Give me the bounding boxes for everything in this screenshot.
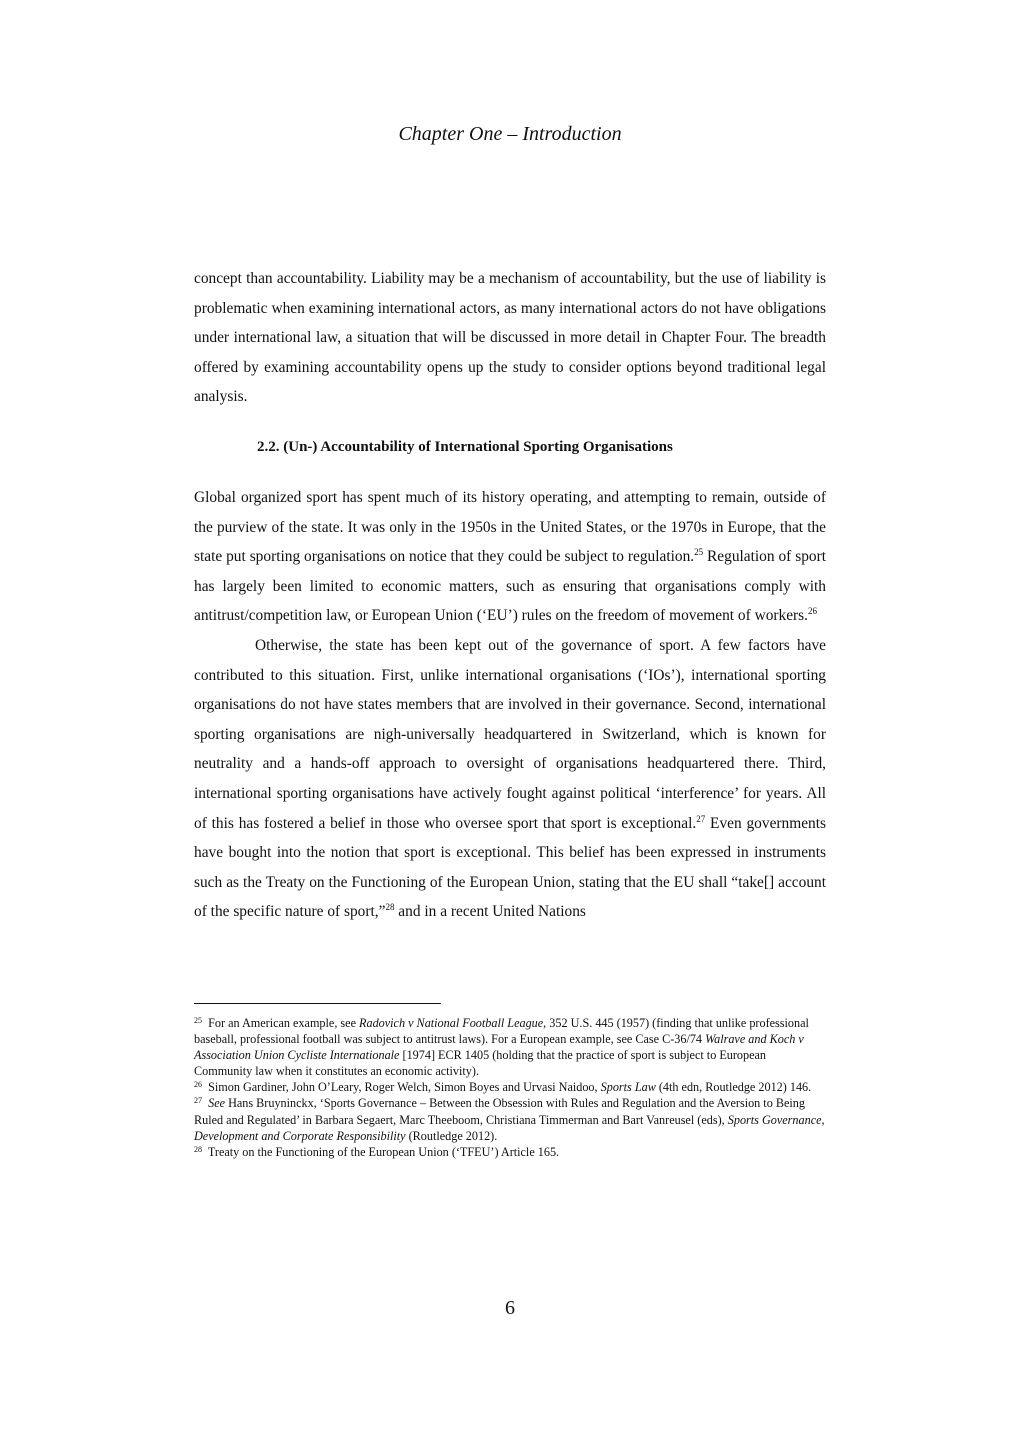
footnote-separator xyxy=(194,1003,441,1004)
text-run: , 352 U.S. 445 (1957) (finding that unlike professional baseball, professional football was subject to antitrust laws). For a European example, see Case C-36/74 xyxy=(194,1016,809,1047)
book-title: Sports Law xyxy=(600,1080,656,1095)
case-name: Walrave and Koch v Association Union Cycliste Internationale xyxy=(194,1032,804,1063)
case-name: Radovich v National Football League xyxy=(359,1016,544,1030)
footnote-28 xyxy=(194,1144,826,1160)
text-run: Treaty on the Functioning of the European Union (‘TFEU’) Article 165. xyxy=(207,1144,560,1159)
text-run: Simon Gardiner, John O’Leary, Roger Welch, Simon Boyes and Urvasi Naidoo, xyxy=(208,1080,601,1095)
paragraph-text xyxy=(194,483,826,631)
footnote-25 xyxy=(194,1015,826,1079)
page-number: 6 xyxy=(505,1297,515,1319)
text-run: and in a recent United Nations xyxy=(394,903,586,921)
footnote-number: 25 xyxy=(194,1016,202,1025)
body-paragraph-2 xyxy=(194,483,826,927)
footnote-number: 27 xyxy=(194,1096,202,1106)
signal-word: See xyxy=(208,1096,226,1111)
body-paragraph-1 xyxy=(194,264,826,412)
footnote-ref-27[interactable]: 27 xyxy=(696,813,706,824)
section-heading: 2.2. (Un-) Accountability of International Sporting Organisations xyxy=(257,439,673,455)
text-run: (Routledge 2012). xyxy=(405,1128,498,1143)
footnote-27 xyxy=(194,1095,826,1143)
footnote-ref-25[interactable]: 25 xyxy=(694,547,704,558)
text-run: For an American example, see xyxy=(208,1016,360,1030)
footnotes xyxy=(194,1015,826,1160)
paragraph-text xyxy=(194,631,826,927)
text-run: Global organized sport has spent much of its history operating, and attempting to remain, outside of the purview of the state. It was only in the 1950s in the United States, or the 1970s in Europe, that the state put sporting organisations on notice that they could be subject to regulation. xyxy=(194,489,826,566)
book-title: Sports Governance, Development and Corporate Responsibility xyxy=(194,1112,825,1143)
footnote-number: 26 xyxy=(194,1080,202,1090)
text-run: Hans Bruyninckx, ‘Sports Governance – Between the Obsession with Rules and Regulation and the Aversion to Being Ruled and Regulated’ in Barbara Segaert, Marc Theeboom, Christiana Timmerman and Bart Vanreusel (eds), xyxy=(194,1096,805,1127)
text-run: [1974] ECR 1405 (holding that the practice of sport is subject to European Community law when it constitutes an economic activity). xyxy=(194,1048,767,1079)
footnote-number: 28 xyxy=(194,1144,202,1154)
footnote-ref-26[interactable]: 26 xyxy=(808,606,818,617)
footnote-26 xyxy=(194,1079,826,1095)
footnote-ref-28[interactable]: 28 xyxy=(385,902,395,913)
paragraph-text: concept than accountability. Liability may be a mechanism of accountability, but the use of liability is problematic when examining international actors, as many international actors do not have obligations under international law, a situation that will be discussed in more detail in Chapter Four. The breadth offered by examining accountability opens up the study to consider options beyond traditional legal analysis. xyxy=(194,270,826,406)
text-run: Regulation of sport has largely been limited to economic matters, such as ensuring that organisations comply with antitrust/competition law, or European Union (‘EU’) rules on the freedom of movement of workers. xyxy=(194,548,826,625)
text-run: (4th edn, Routledge 2012) 146. xyxy=(655,1080,812,1095)
text-run: Otherwise, the state has been kept out of the governance of sport. A few factors have contributed to this situation. First, unlike international organisations (‘IOs’), international sporting organisations do not have states members that are involved in their governance. Second, international sporting organisations are nigh-universally headquartered in Switzerland, which is known for neutrality and a hands-off approach to oversight of organisations headquartered there. Third, international sporting organisations have actively fought against political ‘interference’ for years. All of this has fostered a belief in those who oversee sport that sport is exceptional. xyxy=(194,636,826,832)
text-run: Even governments have bought into the notion that sport is exceptional. This belief has been expressed in instruments such as the Treaty on the Functioning of the European Union, stating that the EU shall “take[] account of the specific nature of sport,” xyxy=(194,814,826,921)
running-header: Chapter One – Introduction xyxy=(398,123,622,145)
